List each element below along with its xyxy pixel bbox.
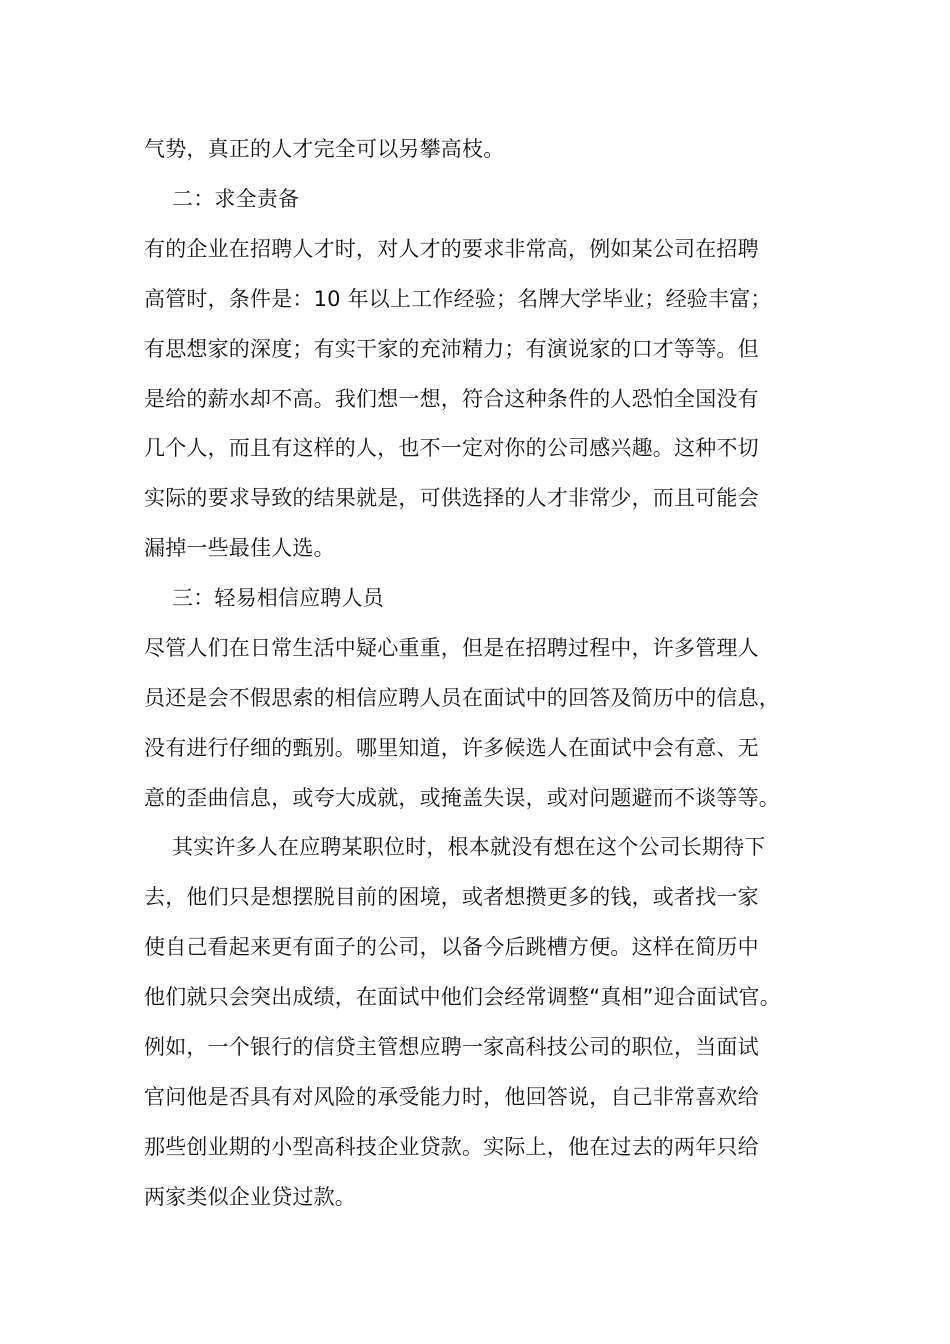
paragraph-line: 有的企业在招聘人才时，对人才的要求非常高，例如某公司在招聘 — [144, 237, 759, 261]
paragraph-line: 意的歪曲信息，或夸大成就，或掩盖失误，或对问题避而不谈等等。 — [144, 786, 780, 810]
paragraph-line: 有思想家的深度；有实干家的充沛精力；有演说家的口才等等。但 — [144, 337, 759, 361]
paragraph-line: 高管时，条件是：10 年以上工作经验；名牌大学毕业；经验丰富； — [144, 287, 772, 311]
paragraph-line: 尽管人们在日常生活中疑心重重，但是在招聘过程中，许多管理人 — [144, 636, 759, 660]
paragraph-line: 去，他们只是想摆脱目前的困境，或者想攒更多的钱，或者找一家 — [144, 885, 759, 909]
paragraph-line: 是给的薪水却不高。我们想一想，符合这种条件的人恐怕全国没有 — [144, 387, 759, 411]
paragraph-line: 气势，真正的人才完全可以另攀高枝。 — [144, 137, 505, 161]
paragraph-line: 员还是会不假思索的相信应聘人员在面试中的回答及简历中的信息， — [144, 686, 780, 710]
paragraph-line: 几个人，而且有这样的人，也不一定对你的公司感兴趣。这种不切 — [144, 436, 759, 460]
section-heading-2: 二：求全责备 — [172, 187, 300, 211]
paragraph-line: 漏掉一些最佳人选。 — [144, 536, 335, 560]
paragraph-line: 例如，一个银行的信贷主管想应聘一家高科技公司的职位，当面试 — [144, 1035, 759, 1059]
paragraph-line: 两家类似企业贷过款。 — [144, 1185, 356, 1209]
paragraph-line: 那些创业期的小型高科技企业贷款。实际上，他在过去的两年只给 — [144, 1135, 759, 1159]
section-heading-3: 三：轻易相信应聘人员 — [172, 586, 384, 610]
paragraph-line: 官问他是否具有对风险的承受能力时，他回答说，自己非常喜欢给 — [144, 1085, 759, 1109]
paragraph-line: 他们就只会突出成绩，在面试中他们会经常调整“真相”迎合面试官。 — [144, 985, 781, 1009]
paragraph-line: 没有进行仔细的甄别。哪里知道，许多候选人在面试中会有意、无 — [144, 736, 759, 760]
paragraph-line: 其实许多人在应聘某职位时，根本就没有想在这个公司长期待下 — [172, 835, 766, 859]
paragraph-line: 使自己看起来更有面子的公司，以备今后跳槽方便。这样在简历中 — [144, 935, 759, 959]
paragraph-line: 实际的要求导致的结果就是，可供选择的人才非常少，而且可能会 — [144, 486, 759, 510]
